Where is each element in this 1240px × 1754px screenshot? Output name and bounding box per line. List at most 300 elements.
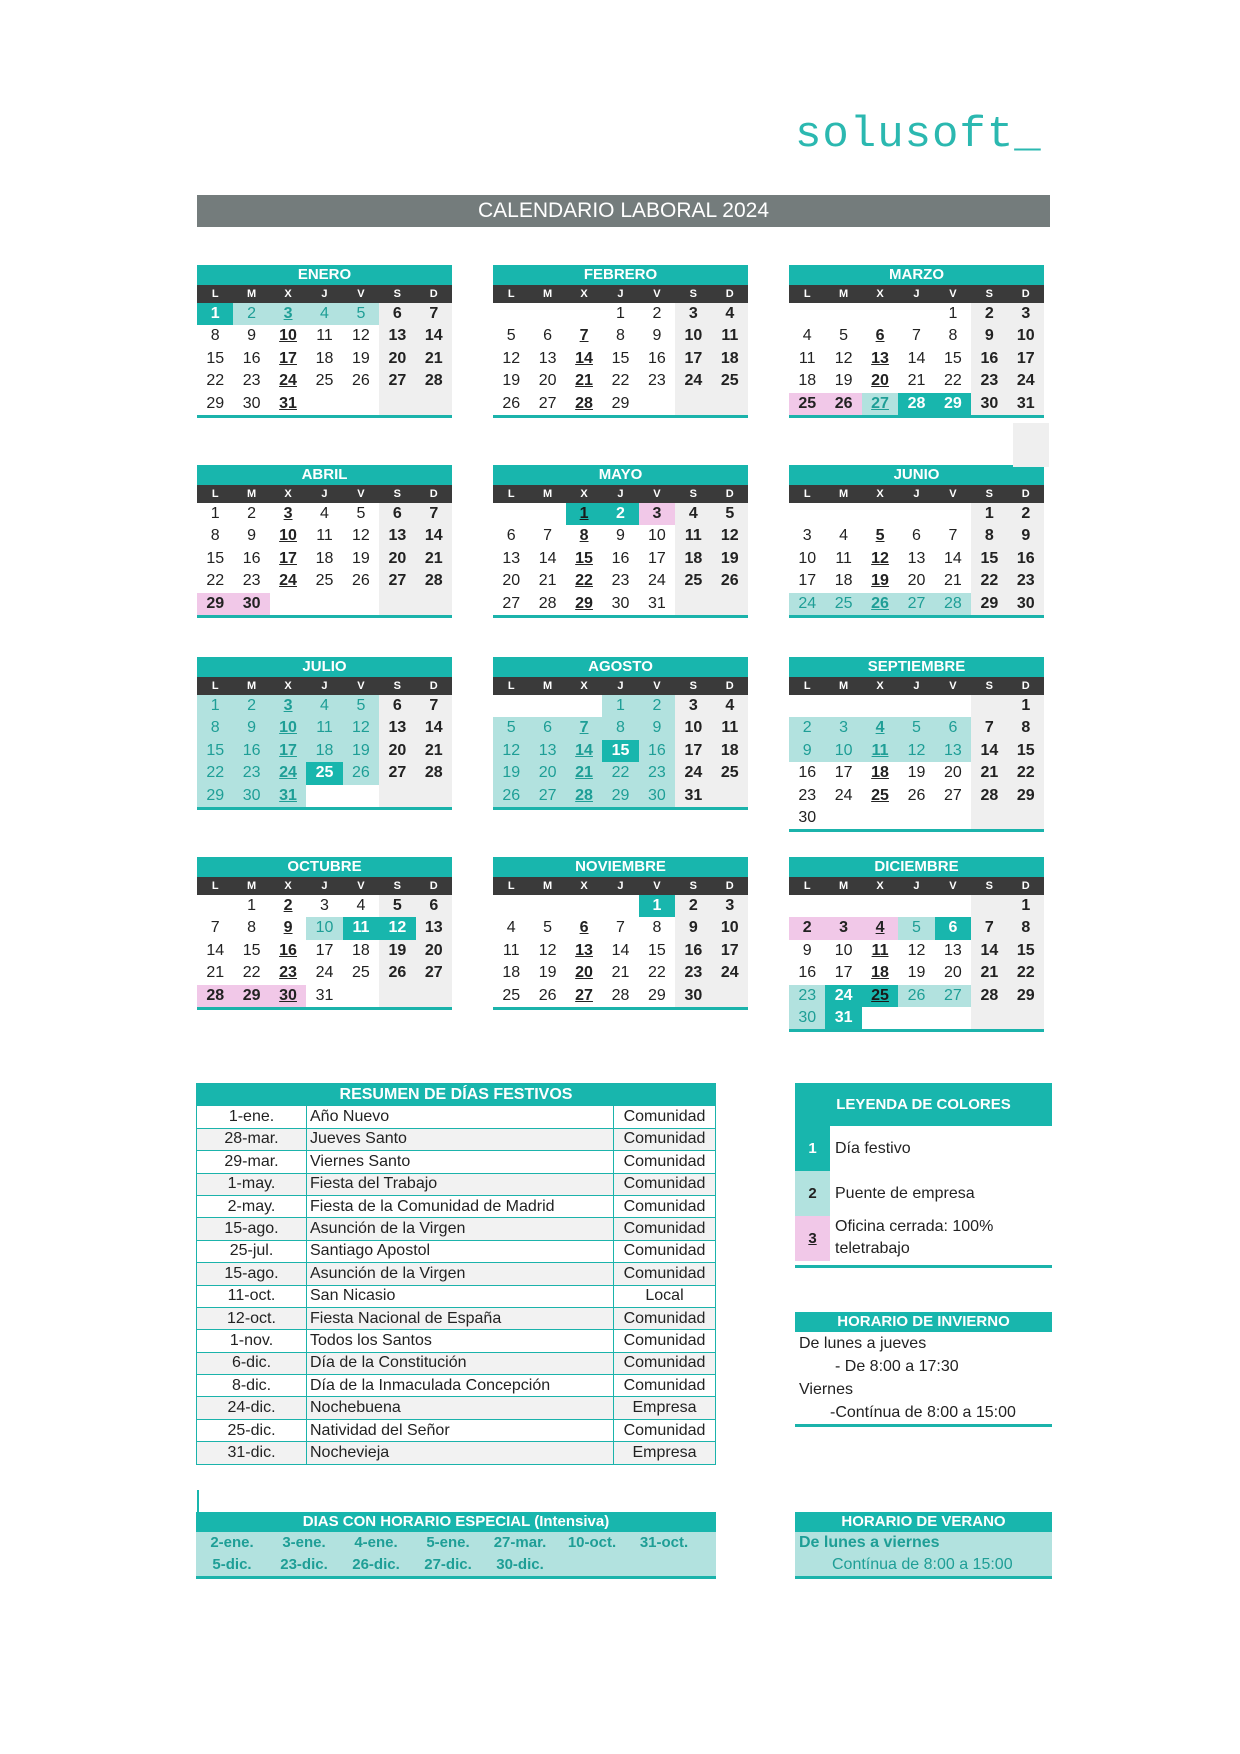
day-cell: 17 — [270, 740, 306, 762]
day-cell: 14 — [538, 549, 557, 567]
weekday-label: S — [985, 488, 994, 500]
day-cell: 12 — [834, 349, 853, 367]
day-cell: 10 — [798, 549, 817, 567]
empty-cell — [416, 985, 452, 1007]
day-grid — [493, 503, 748, 618]
day-cell: 17 — [648, 549, 666, 567]
holiday-scope: Comunidad — [614, 1307, 716, 1329]
holiday-date: 15-ago. — [197, 1263, 307, 1285]
holiday-row — [197, 1128, 716, 1150]
day-cell: 5 — [543, 919, 553, 937]
day-cell: 2 — [639, 695, 675, 717]
day-cell: 8 — [1008, 917, 1044, 939]
day-cell: 29 — [1008, 785, 1044, 807]
holiday-date: 28-mar. — [197, 1128, 307, 1150]
day-cell: 18 — [871, 964, 889, 982]
day-cell: 4 — [862, 917, 898, 939]
day-cell: 27 — [575, 986, 593, 1004]
holiday-name: Fiesta del Trabajo — [307, 1173, 614, 1195]
month-title: MAYO — [493, 465, 748, 485]
day-cell: 15 — [206, 349, 225, 367]
day-cell: 16 — [798, 964, 817, 982]
day-cell: 10 — [279, 527, 297, 545]
day-cell: 3 — [675, 303, 711, 325]
weekday-label: V — [653, 680, 661, 692]
weekday-label: J — [617, 288, 624, 300]
holiday-scope: Local — [614, 1285, 716, 1307]
day-cell: 21 — [907, 372, 926, 390]
weekday-header — [493, 877, 748, 895]
day-cell: 23 — [648, 372, 666, 390]
day-cell: 25 — [315, 372, 334, 390]
empty-cell — [825, 807, 861, 829]
day-cell: 18 — [502, 964, 521, 982]
empty-cell — [971, 895, 1007, 917]
weekday-label: V — [653, 488, 661, 500]
empty-cell — [416, 393, 452, 415]
weekday-label: S — [393, 488, 402, 500]
day-cell: 26 — [898, 985, 934, 1007]
empty-cell — [566, 695, 602, 717]
day-cell: 10 — [675, 717, 711, 739]
day-cell: 17 — [1008, 348, 1044, 370]
day-cell: 20 — [944, 964, 962, 982]
day-cell: 29 — [935, 393, 971, 415]
empty-cell — [935, 1007, 971, 1029]
month-title: ENERO — [197, 265, 452, 285]
day-cell: 8 — [210, 327, 220, 345]
weekday-label: M — [839, 288, 849, 300]
weekday-label: L — [507, 288, 515, 300]
holiday-scope: Comunidad — [614, 1352, 716, 1374]
day-cell: 2 — [602, 503, 638, 525]
day-cell: 3 — [825, 917, 861, 939]
holiday-row — [197, 1151, 716, 1173]
weekday-label: D — [725, 680, 734, 692]
holiday-name: Viernes Santo — [307, 1151, 614, 1173]
weekday-label: S — [689, 488, 698, 500]
weekday-label: S — [393, 288, 402, 300]
day-cell: 24 — [675, 762, 711, 784]
day-cell: 19 — [871, 572, 889, 590]
day-cell: 19 — [834, 372, 853, 390]
empty-cell — [898, 1007, 934, 1029]
month-marzo — [789, 265, 1044, 418]
special-date: 27-dic. — [424, 1556, 472, 1573]
special-hours — [196, 1512, 716, 1579]
holiday-date: 12-oct. — [197, 1307, 307, 1329]
day-cell: 18 — [315, 349, 334, 367]
month-mayo — [493, 465, 748, 618]
weekday-header — [789, 877, 1044, 895]
holiday-summary-table — [196, 1083, 716, 1465]
day-cell: 11 — [502, 941, 520, 959]
day-cell: 11 — [712, 325, 748, 347]
day-cell: 29 — [602, 785, 638, 807]
day-cell: 28 — [575, 394, 593, 412]
day-cell: 14 — [575, 349, 593, 367]
day-cell: 11 — [862, 740, 898, 762]
legend-label-holiday: Día festivo — [835, 1140, 911, 1157]
weekday-label: S — [393, 680, 402, 692]
month-octubre — [197, 857, 452, 1010]
holiday-scope: Empresa — [614, 1397, 716, 1419]
day-cell: 7 — [416, 503, 452, 525]
day-cell: 7 — [616, 919, 625, 937]
empty-cell — [343, 985, 379, 1007]
day-cell: 16 — [971, 348, 1007, 370]
day-cell: 25 — [712, 762, 748, 784]
day-cell: 21 — [944, 572, 962, 590]
holiday-row — [197, 1173, 716, 1195]
weekday-label: M — [247, 288, 257, 300]
day-cell: 21 — [206, 964, 225, 982]
month-title: MARZO — [789, 265, 1044, 285]
day-cell: 26 — [493, 785, 529, 807]
day-cell: 15 — [944, 349, 962, 367]
weekday-label: D — [429, 680, 438, 692]
day-cell: 10 — [1008, 325, 1044, 347]
day-cell: 29 — [197, 593, 233, 615]
day-cell: 6 — [416, 895, 452, 917]
day-cell: 5 — [379, 895, 415, 917]
day-cell: 9 — [652, 327, 662, 345]
day-cell: 2 — [675, 895, 711, 917]
month-febrero — [493, 265, 748, 418]
day-cell: 17 — [675, 348, 711, 370]
empty-cell — [379, 985, 415, 1007]
day-cell: 15 — [1008, 940, 1044, 962]
weekday-label: L — [507, 488, 515, 500]
holiday-date: 11-oct. — [197, 1285, 307, 1307]
day-cell: 18 — [315, 549, 334, 567]
weekday-label: S — [985, 288, 994, 300]
legend-item-bridge — [795, 1171, 1052, 1216]
weekday-label: L — [211, 880, 219, 892]
empty-cell — [935, 503, 971, 525]
day-cell: 29 — [648, 986, 666, 1004]
holiday-name: Día de la Constitución — [307, 1352, 614, 1374]
empty-cell — [862, 807, 898, 829]
weekday-label: X — [876, 880, 884, 892]
day-cell: 28 — [416, 762, 452, 784]
day-cell: 27 — [379, 762, 415, 784]
day-cell: 6 — [529, 717, 565, 739]
legend-swatch-bridge: 2 — [795, 1171, 830, 1216]
weekday-label: D — [725, 288, 734, 300]
page-title: CALENDARIO LABORAL 2024 — [197, 195, 1050, 227]
day-cell: 3 — [712, 895, 748, 917]
day-cell: 20 — [575, 964, 593, 982]
holiday-name: Asunción de la Virgen — [307, 1218, 614, 1240]
weekday-label: D — [429, 288, 438, 300]
weekday-label: S — [689, 880, 698, 892]
day-cell: 26 — [712, 570, 748, 592]
day-cell: 23 — [1008, 570, 1044, 592]
summer-line-1: De lunes a viernes — [795, 1532, 1052, 1554]
day-cell: 8 — [210, 527, 220, 545]
day-grid — [197, 695, 452, 810]
holiday-date: 1-may. — [197, 1173, 307, 1195]
day-cell: 3 — [283, 505, 293, 522]
winter-line-1: De lunes a jueves — [799, 1335, 927, 1352]
day-cell: 10 — [648, 527, 666, 545]
empty-cell — [493, 695, 529, 717]
day-cell: 6 — [379, 695, 415, 717]
day-cell: 7 — [971, 717, 1007, 739]
holiday-scope: Comunidad — [614, 1128, 716, 1150]
weekday-label: V — [653, 880, 661, 892]
day-cell: 8 — [247, 919, 257, 937]
day-cell: 1 — [639, 895, 675, 917]
day-cell: 22 — [611, 372, 630, 390]
day-cell: 14 — [416, 325, 452, 347]
day-cell: 13 — [935, 740, 971, 762]
day-cell: 13 — [416, 917, 452, 939]
day-cell: 30 — [611, 594, 630, 612]
holiday-scope: Comunidad — [614, 1419, 716, 1441]
holiday-row — [197, 1285, 716, 1307]
day-cell: 17 — [834, 964, 853, 982]
weekday-header — [197, 877, 452, 895]
day-cell: 28 — [935, 593, 971, 615]
day-grid — [789, 895, 1044, 1032]
empty-cell — [566, 895, 602, 917]
empty-cell — [862, 503, 898, 525]
special-row-2 — [196, 1554, 716, 1576]
weekday-header — [789, 677, 1044, 695]
empty-cell — [306, 593, 342, 615]
day-cell: 14 — [206, 941, 225, 959]
day-cell: 7 — [948, 527, 958, 545]
day-cell: 14 — [416, 717, 452, 739]
day-cell: 17 — [279, 349, 297, 367]
holiday-date: 25-dic. — [197, 1419, 307, 1441]
holiday-date: 25-jul. — [197, 1240, 307, 1262]
day-cell: 24 — [279, 372, 297, 390]
day-cell: 1 — [602, 695, 638, 717]
holiday-scope: Comunidad — [614, 1195, 716, 1217]
day-cell: 18 — [798, 372, 817, 390]
day-cell: 22 — [602, 762, 638, 784]
day-cell: 9 — [971, 325, 1007, 347]
day-cell: 9 — [283, 919, 293, 937]
day-cell: 28 — [898, 393, 934, 415]
month-septiembre — [789, 657, 1044, 832]
month-agosto — [493, 657, 748, 810]
empty-cell — [529, 695, 565, 717]
weekday-label: D — [429, 880, 438, 892]
legend-label-bridge: Puente de empresa — [835, 1185, 975, 1202]
empty-cell — [343, 593, 379, 615]
holiday-name: Asunción de la Virgen — [307, 1263, 614, 1285]
holiday-row — [197, 1195, 716, 1217]
legend-label-remote: Oficina cerrada: 100% teletrabajo — [835, 1218, 994, 1257]
day-cell: 26 — [343, 762, 379, 784]
day-cell: 4 — [506, 919, 516, 937]
day-cell: 23 — [279, 964, 297, 982]
day-cell: 12 — [502, 349, 521, 367]
weekday-label: X — [580, 880, 588, 892]
day-cell: 27 — [529, 785, 565, 807]
day-cell: 10 — [675, 325, 711, 347]
empty-cell — [898, 807, 934, 829]
day-cell: 9 — [789, 740, 825, 762]
weekday-header — [493, 677, 748, 695]
day-cell: 23 — [675, 962, 711, 984]
day-cell: 25 — [502, 986, 521, 1004]
day-cell: 26 — [379, 962, 415, 984]
day-cell: 12 — [379, 917, 415, 939]
weekday-label: J — [913, 680, 920, 692]
day-cell: 30 — [971, 393, 1007, 415]
day-cell: 18 — [871, 764, 889, 782]
day-cell: 5 — [343, 303, 379, 325]
winter-line-2: - De 8:00 a 17:30 — [835, 1358, 959, 1375]
day-cell: 31 — [1008, 393, 1044, 415]
empty-cell — [529, 503, 565, 525]
day-cell: 5 — [506, 327, 516, 345]
day-cell: 9 — [233, 717, 269, 739]
day-cell: 4 — [306, 303, 342, 325]
day-cell: 22 — [944, 372, 962, 390]
day-cell: 15 — [602, 740, 638, 762]
day-cell: 31 — [279, 394, 297, 412]
day-cell: 30 — [270, 985, 306, 1007]
day-cell: 5 — [898, 917, 934, 939]
weekday-label: D — [1021, 488, 1030, 500]
day-cell: 29 — [206, 394, 225, 412]
day-cell: 19 — [538, 964, 557, 982]
day-cell: 7 — [210, 919, 220, 937]
day-cell: 5 — [839, 327, 849, 345]
day-cell: 24 — [834, 786, 853, 804]
month-title: SEPTIEMBRE — [789, 657, 1044, 677]
day-cell: 15 — [197, 740, 233, 762]
empty-cell — [898, 895, 934, 917]
day-cell: 30 — [798, 808, 817, 826]
special-title: DIAS CON HORARIO ESPECIAL (Intensiva) — [196, 1512, 716, 1532]
holiday-scope: Comunidad — [614, 1151, 716, 1173]
day-cell: 14 — [971, 740, 1007, 762]
day-cell: 29 — [233, 985, 269, 1007]
day-cell: 29 — [611, 394, 630, 412]
day-cell: 13 — [379, 325, 415, 347]
winter-title: HORARIO DE INVIERNO — [795, 1312, 1052, 1332]
day-cell: 20 — [529, 762, 565, 784]
holiday-name: Santiago Apostol — [307, 1240, 614, 1262]
weekday-label: X — [580, 488, 588, 500]
day-grid — [197, 503, 452, 618]
day-cell: 20 — [871, 372, 889, 390]
holiday-name: San Nicasio — [307, 1285, 614, 1307]
weekday-label: M — [543, 680, 553, 692]
empty-cell — [712, 593, 748, 615]
holiday-row — [197, 1352, 716, 1374]
day-cell: 8 — [602, 717, 638, 739]
empty-cell — [825, 895, 861, 917]
month-title: NOVIEMBRE — [493, 857, 748, 877]
empty-cell — [898, 303, 934, 325]
weekday-label: V — [357, 880, 365, 892]
day-grid — [493, 695, 748, 810]
holiday-date: 24-dic. — [197, 1397, 307, 1419]
day-grid — [789, 695, 1044, 832]
day-cell: 28 — [971, 985, 1007, 1007]
day-cell: 10 — [306, 917, 342, 939]
day-cell: 1 — [247, 897, 257, 914]
day-cell: 19 — [502, 372, 521, 390]
day-cell: 8 — [579, 527, 589, 545]
day-cell: 2 — [247, 505, 257, 522]
day-cell: 6 — [912, 527, 921, 545]
empty-cell — [898, 503, 934, 525]
empty-cell — [493, 303, 529, 325]
weekday-label: S — [393, 880, 402, 892]
month-abril — [197, 465, 452, 618]
weekday-label: X — [284, 488, 292, 500]
day-cell: 7 — [912, 327, 921, 345]
empty-cell — [306, 393, 342, 415]
day-cell: 26 — [352, 372, 370, 390]
weekday-label: S — [689, 680, 698, 692]
day-cell: 27 — [862, 393, 898, 415]
day-cell: 20 — [379, 348, 415, 370]
empty-cell — [675, 393, 711, 415]
empty-cell — [712, 985, 748, 1007]
weekday-label: M — [247, 680, 257, 692]
day-cell: 15 — [648, 941, 666, 959]
day-cell: 24 — [675, 370, 711, 392]
special-date: 5-dic. — [212, 1556, 252, 1573]
weekday-label: D — [429, 488, 438, 500]
day-cell: 1 — [197, 303, 233, 325]
day-cell: 19 — [493, 762, 529, 784]
day-grid — [197, 895, 452, 1010]
day-cell: 24 — [315, 964, 334, 982]
day-cell: 16 — [242, 549, 261, 567]
day-cell: 25 — [825, 593, 861, 615]
empty-cell — [416, 785, 452, 807]
special-date: 26-dic. — [352, 1556, 400, 1573]
day-cell: 16 — [611, 549, 630, 567]
weekday-label: S — [985, 880, 994, 892]
weekday-label: X — [876, 288, 884, 300]
day-cell: 17 — [315, 941, 334, 959]
day-cell: 23 — [798, 786, 817, 804]
day-cell: 13 — [944, 941, 962, 959]
day-cell: 7 — [416, 695, 452, 717]
day-cell: 19 — [907, 964, 926, 982]
day-cell: 27 — [898, 593, 934, 615]
empty-cell — [343, 393, 379, 415]
day-cell: 12 — [352, 527, 370, 545]
empty-cell — [789, 895, 825, 917]
day-cell: 17 — [834, 764, 853, 782]
weekday-header — [197, 677, 452, 695]
winter-schedule — [795, 1312, 1052, 1427]
day-cell: 3 — [1008, 303, 1044, 325]
weekday-label: L — [803, 880, 811, 892]
empty-cell — [935, 895, 971, 917]
weekday-label: J — [913, 488, 920, 500]
month-title: FEBRERO — [493, 265, 748, 285]
empty-cell — [825, 503, 861, 525]
day-cell: 5 — [356, 505, 366, 522]
empty-cell — [675, 593, 711, 615]
day-cell: 6 — [935, 717, 971, 739]
day-cell: 25 — [862, 985, 898, 1007]
